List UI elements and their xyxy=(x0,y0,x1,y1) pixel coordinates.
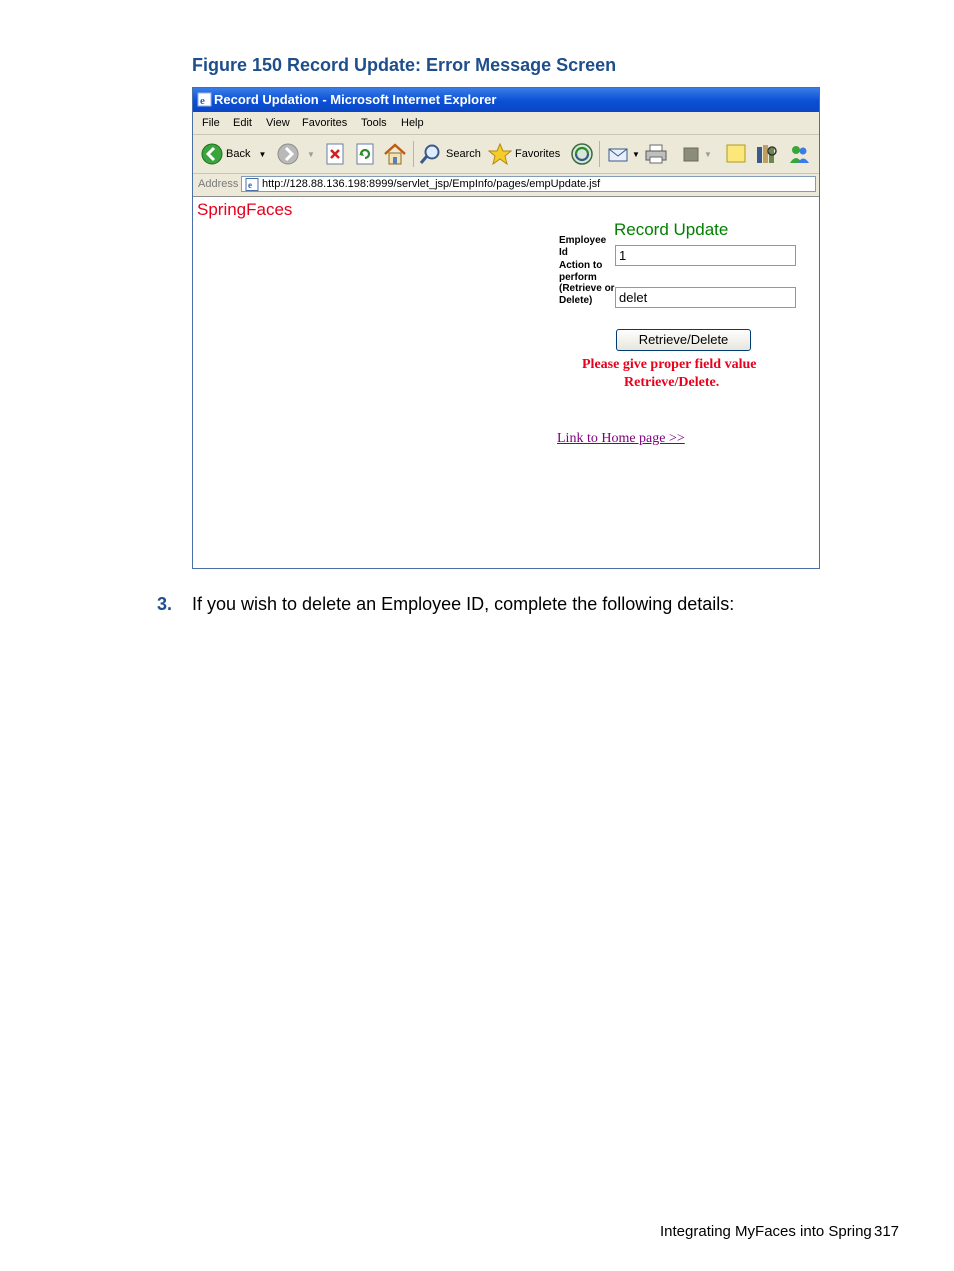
menu-favorites[interactable]: Favorites xyxy=(302,117,348,129)
mail-dropdown-icon[interactable]: ▼ xyxy=(632,149,640,159)
page-number: 317 xyxy=(874,1223,900,1240)
menu-help[interactable]: Help xyxy=(401,117,424,129)
error-message-line1: Please give proper field value xyxy=(582,357,757,372)
favorites-star-icon xyxy=(488,143,512,165)
search-label: Search xyxy=(446,148,481,160)
page-icon xyxy=(245,178,259,194)
stop-button[interactable] xyxy=(325,141,345,167)
printer-icon xyxy=(644,143,668,165)
title-bar xyxy=(193,88,819,112)
discuss-button[interactable] xyxy=(725,141,747,167)
page-content xyxy=(193,197,819,569)
research-books-icon xyxy=(755,143,779,165)
forward-button[interactable] xyxy=(277,141,315,167)
action-input[interactable]: delet xyxy=(615,287,796,308)
home-page-link[interactable]: Link to Home page >> xyxy=(557,431,685,446)
figure-caption: Figure 150 Record Update: Error Message Screen xyxy=(192,55,617,75)
back-arrow-icon xyxy=(201,143,223,165)
toolbar-separator xyxy=(413,141,414,167)
favorites-button[interactable] xyxy=(488,141,560,167)
browser-window xyxy=(192,87,820,569)
error-message-line2: Retrieve/Delete. xyxy=(624,375,720,390)
messenger-button[interactable] xyxy=(787,141,811,167)
messenger-icon xyxy=(787,143,811,165)
back-label: Back xyxy=(226,148,251,160)
menu-file[interactable]: File xyxy=(202,117,220,129)
step-number: 3. xyxy=(157,594,173,614)
print-button[interactable] xyxy=(644,141,668,167)
home-icon xyxy=(383,143,407,165)
toolbar-separator xyxy=(599,141,600,167)
address-input[interactable] xyxy=(241,176,816,192)
media-icon xyxy=(570,143,594,165)
internet-explorer-icon xyxy=(197,92,212,107)
retrieve-delete-button[interactable]: Retrieve/Delete xyxy=(616,329,751,351)
edit-page-icon xyxy=(681,143,701,165)
address-bar xyxy=(193,174,819,197)
edit-dropdown-icon[interactable]: ▼ xyxy=(704,149,712,159)
stop-icon xyxy=(325,143,345,165)
menu-bar xyxy=(193,112,819,135)
refresh-icon xyxy=(355,143,375,165)
edit-button[interactable] xyxy=(681,141,712,167)
action-label: Action to perform (Retrieve or Delete) xyxy=(559,260,615,306)
home-button[interactable] xyxy=(383,141,407,167)
mail-icon xyxy=(607,143,631,165)
media-button[interactable] xyxy=(570,141,594,167)
back-button[interactable] xyxy=(201,141,266,167)
employee-id-label: Employee Id xyxy=(559,235,607,258)
forward-arrow-icon xyxy=(277,143,299,165)
employee-id-input[interactable]: 1 xyxy=(615,245,796,266)
favorites-label: Favorites xyxy=(515,148,561,160)
svg-text:e: e xyxy=(248,180,252,190)
note-icon xyxy=(725,143,747,165)
window-title: Record Updation - Microsoft Internet Explorer xyxy=(214,92,497,107)
forward-dropdown-icon[interactable]: ▼ xyxy=(307,149,315,159)
svg-text:e: e xyxy=(200,95,205,107)
menu-tools[interactable]: Tools xyxy=(361,117,387,129)
search-icon xyxy=(419,143,443,165)
mail-button[interactable] xyxy=(607,141,640,167)
back-dropdown-icon[interactable]: ▼ xyxy=(258,149,267,159)
search-button[interactable] xyxy=(419,141,481,167)
footer-section-title: Integrating MyFaces into Spring xyxy=(660,1223,872,1240)
refresh-button[interactable] xyxy=(355,141,375,167)
menu-edit[interactable]: Edit xyxy=(233,117,252,129)
step-text: If you wish to delete an Employee ID, complete the following details: xyxy=(192,594,735,614)
brand-title: SpringFaces xyxy=(197,200,293,219)
toolbar xyxy=(193,135,819,174)
research-button[interactable] xyxy=(755,141,779,167)
record-update-heading: Record Update xyxy=(614,220,729,239)
address-label: Address xyxy=(198,178,239,190)
menu-view[interactable]: View xyxy=(266,117,290,129)
address-url: http://128.88.136.198:8999/servlet_jsp/EmpInfo/pages/empUpdate.jsf xyxy=(262,178,601,190)
